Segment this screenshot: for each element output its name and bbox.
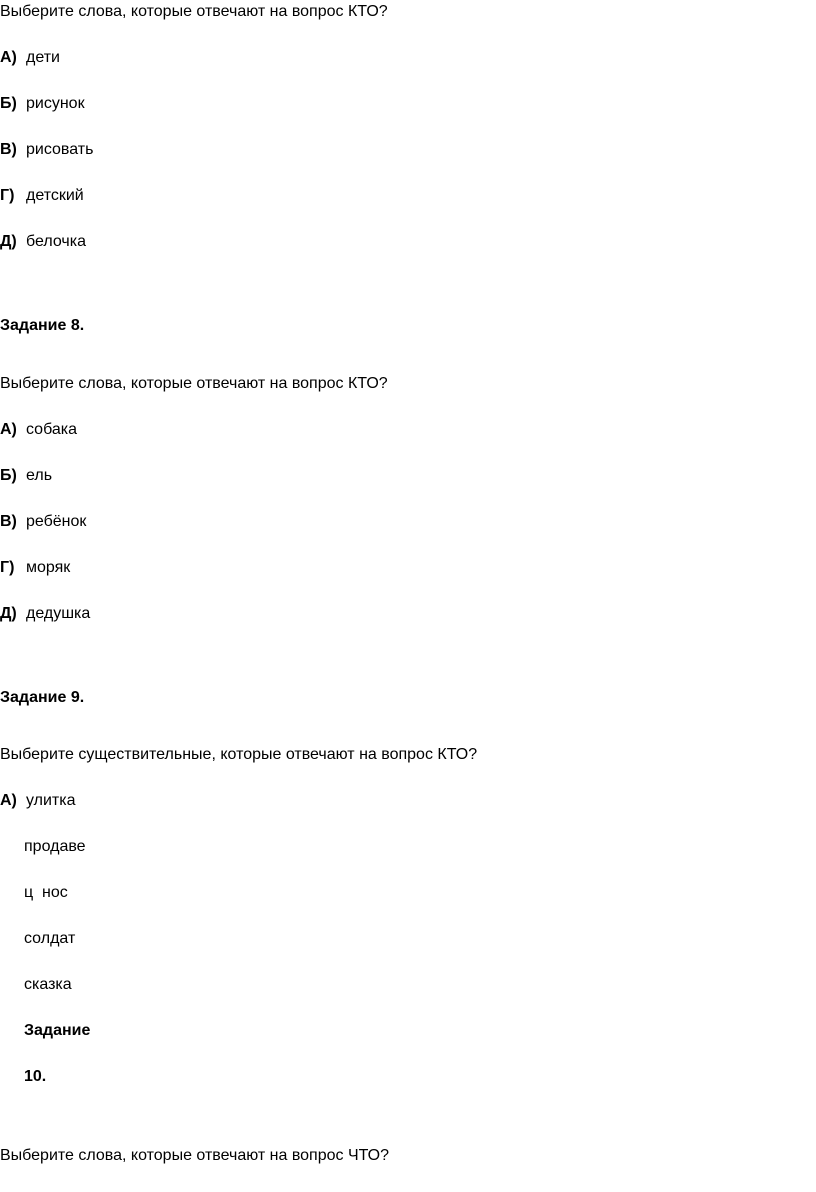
answer-option [0, 791, 76, 811]
question-text: Выберите существительные, которые отвечают на вопрос КТО? [0, 746, 478, 763]
option-text: рисовать [26, 141, 94, 158]
option-letter: Д) [0, 605, 17, 622]
option-letter: В) [0, 513, 17, 530]
option-text: детский [26, 187, 84, 204]
option-text: моряк [26, 559, 71, 576]
option-text: ц нос [24, 884, 68, 901]
question-text: Выберите слова, которые отвечают на вопрос КТО? [0, 3, 388, 20]
question-text: Выберите слова, которые отвечают на вопрос КТО? [0, 375, 388, 392]
option-letter: Г) [0, 559, 15, 576]
task-title: Задание [24, 1022, 91, 1039]
answer-option [0, 604, 90, 624]
option-text: белочка [26, 233, 86, 250]
option-letter: А) [0, 421, 17, 438]
option-text: солдат [24, 930, 76, 947]
option-letter: Д) [0, 233, 17, 250]
option-letter: В) [0, 141, 17, 158]
option-text: рисунок [26, 95, 85, 112]
option-letter: А) [0, 49, 17, 66]
answer-option [0, 558, 70, 578]
answer-option [0, 232, 86, 252]
option-letter: Г) [0, 187, 15, 204]
option-text: дедушка [26, 605, 91, 622]
option-text: сказка [24, 976, 72, 993]
answer-option [0, 512, 86, 532]
answer-option [0, 420, 77, 440]
question-text: Выберите слова, которые отвечают на вопрос ЧТО? [0, 1147, 390, 1164]
option-text: ель [26, 467, 53, 484]
task-title: Задание 8. [0, 317, 85, 334]
option-text: улитка [26, 792, 76, 809]
answer-option [0, 140, 93, 160]
option-text: собака [26, 421, 78, 438]
option-letter: Б) [0, 95, 17, 112]
answer-option [0, 186, 84, 206]
option-text: дети [26, 49, 60, 66]
answer-option [0, 48, 60, 68]
option-text: ребёнок [26, 513, 87, 530]
answer-option [0, 94, 85, 114]
task-title: Задание 9. [0, 689, 85, 706]
option-text: продаве [24, 838, 86, 855]
answer-option [0, 466, 52, 486]
option-letter: А) [0, 792, 17, 809]
option-letter: Б) [0, 467, 17, 484]
task-title-number: 10. [24, 1068, 47, 1085]
